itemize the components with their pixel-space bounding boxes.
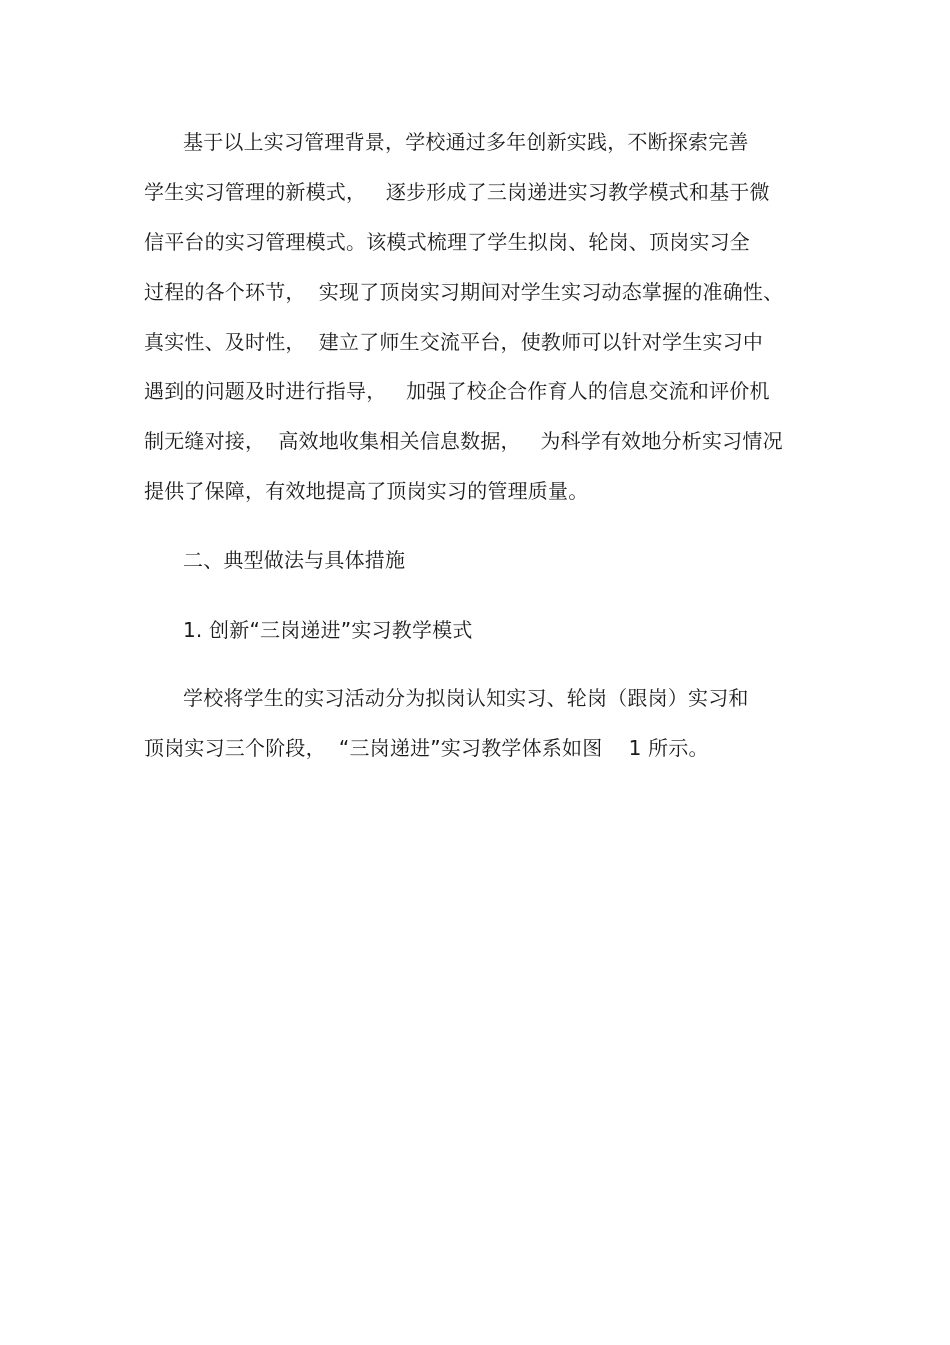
section-heading: 二、典型做法与具体措施 (183, 548, 406, 572)
paragraph-2-line-2: 顶岗实习三个阶段， “三岗递进”实习教学体系如图 1 所示。 (144, 736, 709, 760)
paragraph-1-line-2: 学生实习管理的新模式， 逐步形成了三岗递进实习教学模式和基于微 (144, 180, 770, 204)
paragraph-1-line-5: 真实性、及时性， 建立了师生交流平台，使教师可以针对学生实习中 (144, 330, 764, 354)
paragraph-1-line-7: 制无缝对接， 高效地收集相关信息数据， 为科学有效地分析实习情况 (144, 429, 783, 453)
paragraph-2-line-1: 学校将学生的实习活动分为拟岗认知实习、轮岗（跟岗）实习和 (183, 686, 749, 710)
paragraph-1-line-4: 过程的各个环节， 实现了顶岗实习期间对学生实习动态掌握的准确性、 (144, 280, 784, 304)
paragraph-1-line-3: 信平台的实习管理模式。该模式梳理了学生拟岗、轮岗、顶岗实习全 (144, 230, 750, 254)
paragraph-1-line-8: 提供了保障，有效地提高了顶岗实习的管理质量。 (144, 479, 589, 503)
paragraph-1-line-6: 遇到的问题及时进行指导， 加强了校企合作育人的信息交流和评价机 (144, 379, 770, 403)
paragraph-1-line-1: 基于以上实习管理背景，学校通过多年创新实践，不断探索完善 (183, 130, 749, 154)
subsection-heading: 1. 创新“三岗递进”实习教学模式 (183, 618, 473, 642)
